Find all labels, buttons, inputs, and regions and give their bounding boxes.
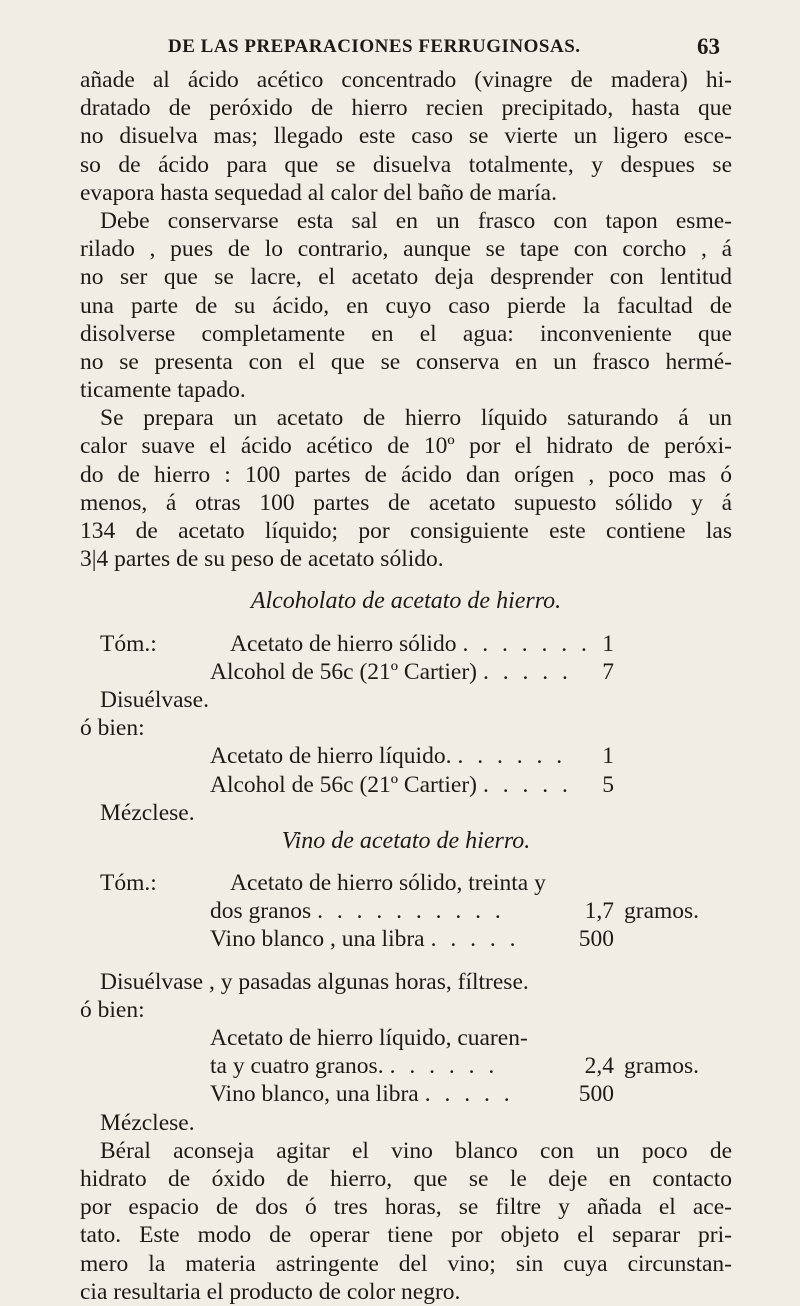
ingredient: Alcohol de 56c (21º Cartier) — [210, 771, 478, 798]
quantity: 500 — [578, 926, 614, 953]
text-line: menos, á otras 100 partes de acetato supuesto sólido y á — [80, 489, 732, 516]
ingredient: Acetato de hierro líquido. — [210, 743, 452, 770]
text-line: do de hierro : 100 partes de ácido dan orígen , poco mas ó — [80, 461, 732, 488]
running-title: DE LAS PREPARACIONES FERRUGINOSAS. — [168, 36, 581, 57]
tom-label: Tóm.: — [100, 630, 157, 657]
ingredient: dos granos — [210, 898, 312, 925]
label-spacer — [80, 1052, 210, 1080]
leader-dots: . . . . . . — [457, 743, 567, 770]
text-line: añade al ácido acético concentrado (vinagre de madera) hi- — [80, 67, 732, 93]
label-spacer — [80, 1024, 210, 1052]
leader-dots: . . . . . — [430, 926, 520, 953]
recipe-row — [80, 869, 732, 897]
leader-dots: . . . . . . — [389, 1053, 499, 1080]
leader-dots: . . . . . — [424, 1081, 514, 1108]
unit-spacer — [614, 1080, 732, 1108]
text-line: no ser que se lacre, el acetato deja desprender con lentitud — [80, 264, 732, 291]
recipe-row — [80, 742, 732, 770]
quantity: 500 — [578, 1081, 614, 1108]
section-vino — [80, 827, 732, 1137]
text-line: disolverse completamente en el agua: inconveniente que — [80, 320, 732, 347]
unit-spacer — [614, 771, 732, 799]
text-line: no disuelva mas; llegado este caso se vierte un ligero esce- — [80, 123, 732, 150]
label-spacer — [80, 771, 210, 799]
paragraph-4 — [80, 1137, 732, 1306]
section-title: Vino de acetato de hierro. — [281, 827, 531, 854]
text-line: ticamente tapado. — [80, 377, 246, 404]
unit-spacer — [614, 925, 732, 953]
instruction: Disuélvase. — [100, 686, 209, 713]
recipe-row — [80, 1024, 732, 1052]
ingredient: Acetato de hierro líquido, cuaren- — [210, 1025, 528, 1051]
text-line: dratado de peróxido de hierro recien precipitado, hasta que — [80, 95, 732, 122]
section-alcoholato — [80, 587, 732, 827]
ingredient: ta y cuatro granos. — [210, 1053, 384, 1080]
unit: gramos. — [624, 1053, 700, 1080]
ingredient: Acetato de hierro sólido, treinta y — [230, 870, 546, 897]
text-line: una parte de su ácido, en cuyo caso pierde la facultad de — [80, 292, 732, 319]
quantity: 7 — [602, 658, 614, 685]
quantity: 2,4 — [584, 1053, 614, 1080]
recipe-row — [80, 925, 732, 953]
recipe-row — [80, 1052, 732, 1080]
text-line: 134 de acetato líquido; por consiguiente este contiene las — [80, 518, 732, 544]
text-line: no se presenta con el que se conserva en un frasco hermé- — [80, 348, 732, 375]
recipe-row — [80, 897, 732, 925]
unit-spacer — [614, 658, 732, 686]
recipe-row — [80, 630, 732, 658]
text-line: por espacio de dos ó tres horas, se filtre y añada el ace- — [80, 1194, 732, 1221]
text-line: cia resultaria el producto de color negro. — [80, 1278, 461, 1305]
quantity: 1 — [602, 630, 614, 657]
text-line: hidrato de óxido de hierro, que se le deje en contacto — [80, 1165, 732, 1192]
text-line: Béral aconseja agitar el vino blanco con un poco de — [100, 1137, 732, 1164]
ingredient: Alcohol de 56c (21º Cartier) — [210, 658, 478, 685]
quantity: 1 — [602, 743, 614, 770]
quantity: 1,7 — [584, 898, 614, 925]
leader-dots: . . . . . — [483, 658, 572, 685]
page-header — [80, 36, 720, 66]
section-title: Alcoholato de acetato de hierro. — [250, 588, 562, 615]
instruction: Mézclese. — [100, 1109, 195, 1136]
leader-dots: . . . . . . . — [462, 630, 591, 657]
ingredient: Vino blanco, una libra — [210, 1081, 419, 1108]
label-spacer — [80, 658, 210, 686]
text-line: mero la materia astringente del vino; sin cuya circunstan- — [80, 1250, 732, 1277]
recipe-row — [80, 658, 732, 686]
recipe-row — [80, 1080, 732, 1108]
text-line: 3|4 partes de su peso de acetato sólido. — [80, 546, 444, 573]
instruction: Mézclese. — [100, 799, 195, 826]
spacer — [80, 855, 732, 869]
recipe-row — [80, 771, 732, 799]
text-line: so de ácido para que se disuelva totalmente, y despues se — [80, 151, 732, 178]
spacer — [80, 573, 732, 587]
leader-dots: . . . . . . . . . . — [317, 898, 505, 925]
tom-label: Tóm.: — [100, 870, 157, 897]
text-line: evapora hasta sequedad al calor del baño de maría. — [80, 179, 557, 206]
label-spacer — [80, 897, 210, 925]
leader-dots: . . . . . — [483, 771, 572, 798]
page-number: 63 — [697, 34, 720, 59]
unit-spacer — [614, 742, 732, 770]
alternative-label: ó bien: — [80, 996, 145, 1023]
text-line: Se prepara un acetato de hierro líquido saturando á un — [100, 405, 732, 432]
spacer — [80, 954, 732, 968]
unit: gramos. — [624, 898, 700, 925]
paragraph-1 — [80, 66, 732, 207]
text-line: tato. Este modo de operar tiene por objeto el separar pri- — [80, 1222, 732, 1249]
paragraph-2 — [80, 207, 732, 404]
text-line: calor suave el ácido acético de 10º por el hidrato de peróxi- — [80, 433, 732, 460]
quantity: 5 — [602, 771, 614, 798]
paragraph-3 — [80, 404, 732, 573]
alternative-label: ó bien: — [80, 715, 145, 742]
label-spacer — [80, 1080, 210, 1108]
ingredient: Acetato de hierro sólido — [230, 630, 457, 657]
spacer — [80, 616, 732, 630]
text-line: rilado , pues de lo contrario, aunque se tape con corcho , á — [80, 236, 732, 263]
unit-spacer — [614, 630, 732, 658]
instruction: Disuélvase , y pasadas algunas horas, fíltrese. — [100, 968, 529, 995]
text-line: Debe conservarse esta sal en un frasco con tapon esme- — [100, 207, 732, 234]
body-text — [80, 66, 732, 1306]
label-spacer — [80, 742, 210, 770]
ingredient: Vino blanco , una libra — [210, 926, 425, 953]
label-spacer — [80, 925, 210, 953]
